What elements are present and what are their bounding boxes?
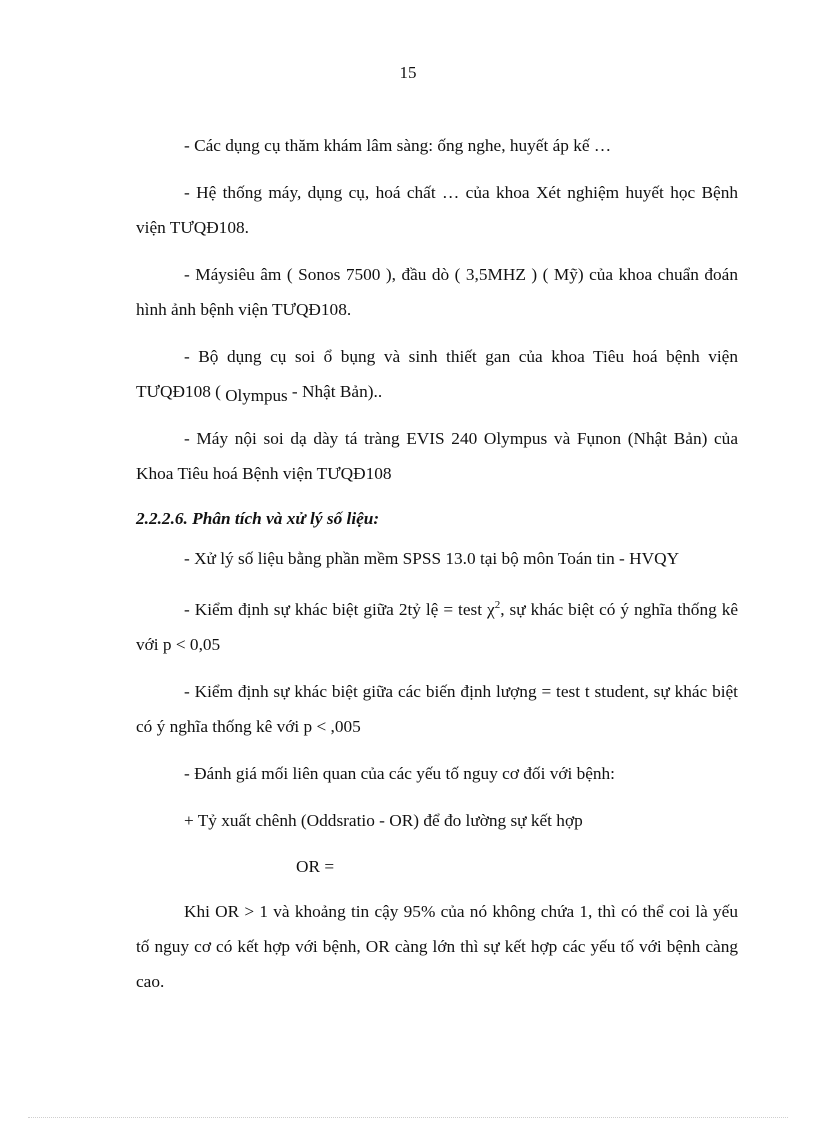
chi-square-superscript: 2 [494, 599, 501, 611]
equipment-item-laparoscopy [136, 339, 738, 409]
page-number: 15 [399, 63, 417, 82]
equipment-item-hematology: - Hệ thống máy, dụng cụ, hoá chất … của khoa Xét nghiệm huyết học Bệnh viện TƯQĐ108. [136, 183, 738, 237]
analysis-item-t-test: - Kiểm định sự khác biệt giữa các biến định lượng = test t student, sự khác biệt có ý nghĩa thống kê với p < ,005 [136, 681, 738, 736]
laparoscopy-brand: Olympus [225, 386, 288, 405]
equipment-item-ultrasound: - Máysiêu âm ( Sonos 7500 ), đầu dò ( 3,5MHZ ) ( Mỹ) của khoa chuẩn đoán hình ảnh bệnh viện TƯQĐ108. [136, 265, 738, 319]
odds-ratio-formula: OR = [296, 856, 335, 876]
chi-square-text-start: - Kiểm định sự khác biệt giữa 2tỷ lệ = test χ [184, 599, 495, 619]
page-bottom-divider [28, 1117, 788, 1118]
equipment-item-stethoscope: - Các dụng cụ thăm khám lâm sàng: ống nghe, huyết áp kế … [184, 136, 612, 155]
laparoscopy-text-end: - Nhật Bản).. [287, 382, 383, 401]
analysis-item-odds-ratio: + Tỷ xuất chênh (Oddsratio - OR) để đo lường sự kết hợp [184, 810, 583, 830]
analysis-conclusion: Khi OR > 1 và khoảng tin cậy 95% của nó không chứa 1, thì có thể coi là yếu tố nguy cơ có kết hợp với bệnh, OR càng lớn thì sự kết hợp các yếu tố với bệnh càng cao. [136, 901, 738, 991]
analysis-item-chi-square [136, 588, 738, 662]
equipment-item-endoscopy: - Máy nội soi dạ dày tá tràng EVIS 240 Olympus và Fụnon (Nhật Bản) của Khoa Tiêu hoá Bệnh viện TƯQĐ108 [136, 429, 738, 483]
chi-square-text-end: , sự khác biệt có ý nghĩa thống kê với p < 0,05 [136, 599, 739, 654]
laparoscopy-text-start: - Bộ dụng cụ soi ổ bụng và sinh thiết gan của khoa Tiêu hoá bệnh viện TƯQĐ108 ( [136, 347, 738, 401]
analysis-item-risk-factors: - Đánh giá mối liên quan của các yếu tố nguy cơ đối với bệnh: [184, 763, 615, 783]
section-heading: 2.2.2.6. Phân tích và xử lý số liệu: [136, 509, 380, 528]
document-body [136, 128, 738, 1011]
analysis-item-spss: - Xử lý số liệu bằng phần mềm SPSS 13.0 tại bộ môn Toán tin - HVQY [184, 549, 680, 568]
